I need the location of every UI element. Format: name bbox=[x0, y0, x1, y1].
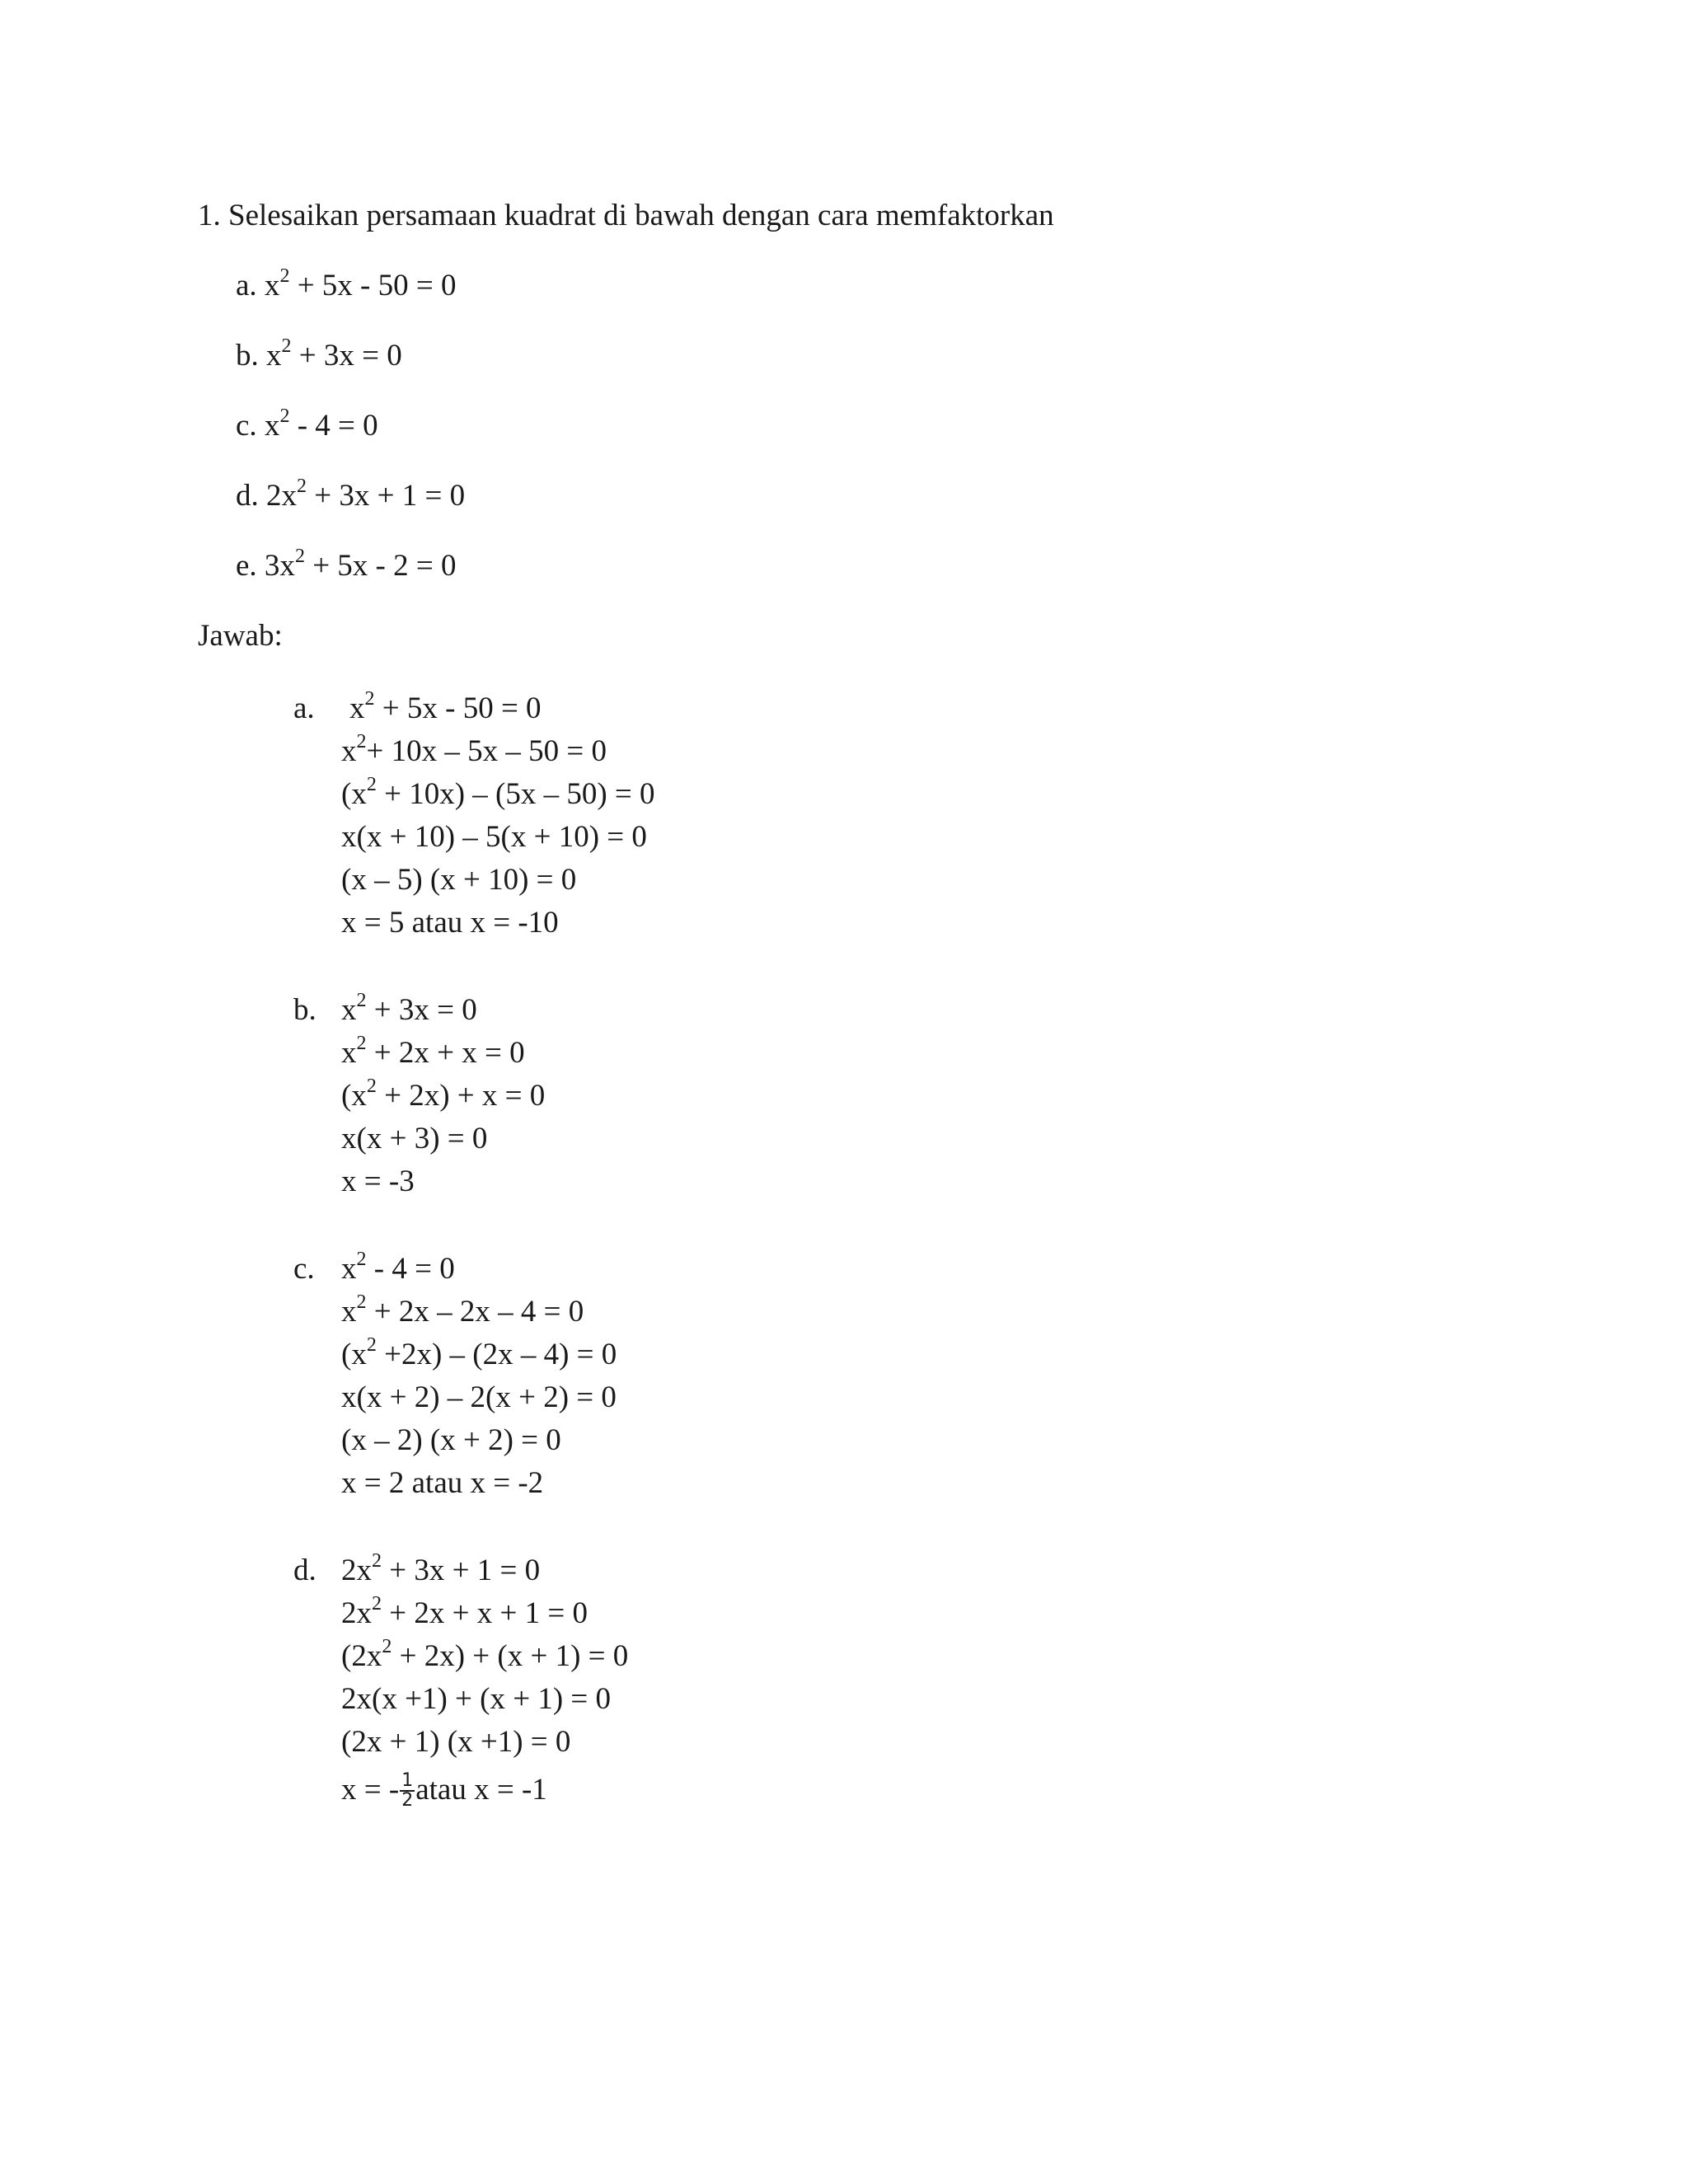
answer-a-step-1: $x^2 + 5x - 50 = 0$ bbox=[349, 687, 542, 725]
answer-a-step-3: $(x^2 + 10x) - (5x - 50) = 0$ bbox=[341, 773, 655, 811]
question-item-e: e. $3x^2 + 5x - 2 = 0$ bbox=[236, 545, 457, 583]
answer-d-label: d. bbox=[293, 1554, 316, 1587]
answer-d-step-4: 2x(x +1) + (x + 1) = 0 bbox=[341, 1682, 612, 1716]
answer-b-step-2: $x^2 + 2x + x = 0$ bbox=[341, 1032, 525, 1070]
answer-a-step-4: x(x + 10) – 5(x + 10) = 0 bbox=[341, 820, 647, 854]
answer-c-step-6: x = 2 atau x = -2 bbox=[341, 1466, 544, 1500]
answer-a-step-5: (x – 5) (x + 10) = 0 bbox=[341, 863, 577, 897]
answer-b-step-1: $x^2 + 3x = 0$ bbox=[341, 989, 477, 1027]
answer-c-step-1: $x^2 - 4 = 0$ bbox=[341, 1248, 455, 1286]
answer-d-step-6: x = - $\frac{1}{2}$ atau x = -1 bbox=[341, 1769, 547, 1811]
answer-d-step-1: $2x^2 + 3x + 1 = 0$ bbox=[341, 1549, 541, 1587]
answer-a-label: a. bbox=[293, 691, 315, 725]
fraction-one-half: $\frac{1}{2}$ bbox=[401, 1769, 414, 1811]
question-title: 1. Selesaikan persamaan kuadrat di bawah dengan cara memfaktorkan bbox=[198, 199, 1054, 232]
question-item-d: d. $2x^2 + 3x + 1 = 0$ bbox=[236, 475, 466, 513]
answer-c-step-3: $(x^2 +2x) - (2x - 4) = 0$ bbox=[341, 1333, 617, 1371]
answer-c-step-5: (x – 2) (x + 2) = 0 bbox=[341, 1423, 561, 1457]
answer-d-step-5: (2x + 1) (x +1) = 0 bbox=[341, 1725, 571, 1759]
answer-heading: Jawab: bbox=[198, 619, 283, 653]
answer-a-step-6: x = 5 atau x = -10 bbox=[341, 906, 559, 940]
answer-a-step-2: $x^2+ 10x - 5x - 50 = 0$ bbox=[341, 730, 607, 768]
answer-d-step-3: $(2x^2 + 2x) + (x + 1) = 0$ bbox=[341, 1635, 629, 1673]
answer-d-step-2: $2x^2 + 2x + x + 1 = 0$ bbox=[341, 1592, 588, 1630]
answer-c-step-2: $x^2 + 2x - 2x - 4 = 0$ bbox=[341, 1291, 584, 1329]
answer-b-step-4: x(x + 3) = 0 bbox=[341, 1122, 488, 1155]
question-item-a: a. $x^2 + 5x - 50 = 0$ bbox=[236, 265, 457, 302]
answer-b-step-3: $(x^2 + 2x) + x = 0$ bbox=[341, 1075, 546, 1113]
answer-c-step-4: x(x + 2) – 2(x + 2) = 0 bbox=[341, 1380, 617, 1414]
question-item-c: c. $x^2 - 4 = 0$ bbox=[236, 405, 378, 443]
question-item-b: b. $x^2 + 3x = 0$ bbox=[236, 335, 402, 373]
answer-b-step-5: x = -3 bbox=[341, 1165, 415, 1198]
answer-c-label: c. bbox=[293, 1252, 315, 1286]
answer-b-label: b. bbox=[293, 993, 316, 1027]
